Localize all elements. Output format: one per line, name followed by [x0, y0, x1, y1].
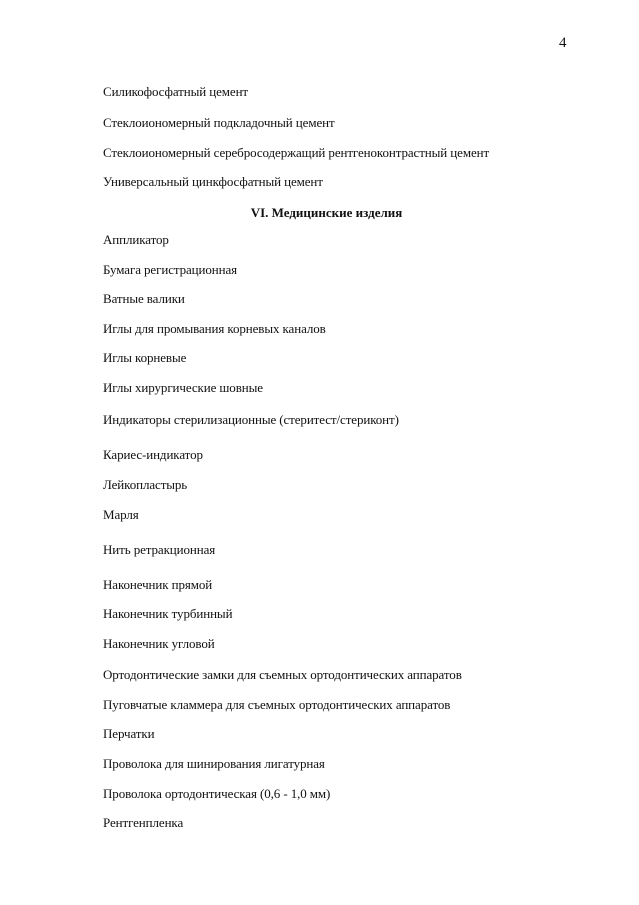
list-item: Бумага регистрационная: [103, 262, 238, 277]
list-item: Стеклоиономерный серебросодержащий рентгеноконтрастный цемент: [103, 145, 490, 160]
list-item: Рентгенпленка: [103, 815, 184, 830]
page-number: 4: [559, 35, 567, 51]
list-item: Лейкопластырь: [103, 477, 188, 492]
list-item: Силикофосфатный цемент: [103, 84, 249, 99]
list-item: Нить ретракционная: [103, 542, 216, 557]
list-item: Кариес-индикатор: [103, 447, 203, 462]
list-item: Аппликатор: [103, 232, 169, 247]
list-item: Наконечник угловой: [103, 636, 215, 651]
list-item: Иглы для промывания корневых каналов: [103, 321, 326, 336]
list-item: Универсальный цинкфосфатный цемент: [103, 174, 323, 189]
list-item: Иглы корневые: [103, 350, 187, 365]
list-item: Ортодонтические замки для съемных ортодонтических аппаратов: [103, 667, 462, 682]
list-item: Проволока ортодонтическая (0,6 - 1,0 мм): [103, 786, 331, 801]
list-item: Пуговчатые кламмера для съемных ортодонтических аппаратов: [103, 697, 451, 712]
list-item: Ватные валики: [103, 291, 185, 306]
list-item: Марля: [103, 507, 139, 522]
list-item: Перчатки: [103, 726, 155, 741]
list-item: Проволока для шинирования лигатурная: [103, 756, 325, 771]
list-item: Наконечник прямой: [103, 577, 213, 592]
section-heading: VI. Медицинские изделия: [250, 205, 403, 220]
list-item: Иглы хирургические шовные: [103, 380, 263, 395]
list-item: Индикаторы стерилизационные (стеритест/стериконт): [103, 412, 399, 427]
list-item: Наконечник турбинный: [103, 606, 233, 621]
list-item: Стеклоиономерный подкладочный цемент: [103, 115, 335, 130]
